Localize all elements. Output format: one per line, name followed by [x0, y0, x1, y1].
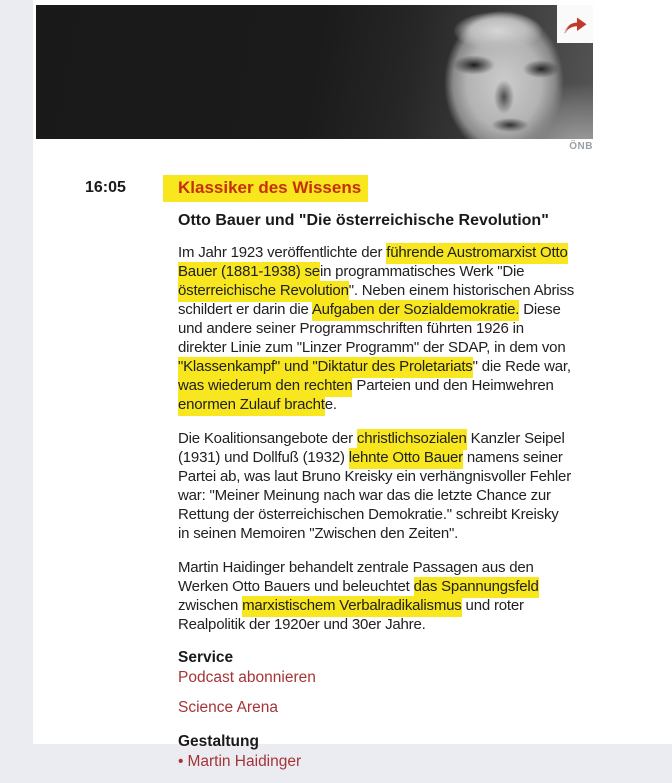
service-heading: Service	[178, 649, 234, 666]
body-text: namens seiner	[462, 449, 563, 466]
program-title-line	[178, 175, 652, 202]
share-arrow-icon	[562, 12, 589, 37]
science-arena-link[interactable]: Science Arena	[178, 699, 278, 716]
body-text: Rettung der österreichischen Demokratie." schreibt Kreisky	[178, 506, 559, 523]
body-text: ". Neben einem historischen Abriss	[348, 282, 575, 299]
highlighted-text: das Spannungsfeld	[414, 577, 539, 598]
body-text: und andere seiner Programmschriften führten 1926 in	[178, 320, 524, 337]
episode-description	[178, 243, 652, 634]
highlighted-text: was wiederum den rechten	[178, 376, 352, 397]
highlighted-text: Aufgaben der Sozialdemokratie.	[312, 300, 519, 321]
highlighted-text: führende Austromarxist Otto	[386, 243, 567, 264]
description-paragraph	[178, 429, 652, 543]
highlighted-text: christlichsozialen	[357, 429, 467, 450]
broadcast-time: 16:05	[85, 179, 126, 196]
gestaltung-link-row	[178, 753, 652, 771]
body-text: e.	[324, 396, 337, 413]
body-text: Kanzler Seipel	[466, 430, 565, 447]
body-text: in programmatisches Werk "Die	[319, 263, 525, 280]
body-text: " die Rede war,	[472, 358, 571, 375]
body-text: war: "Meiner Meinung nach war das die letzte Chance zur	[178, 487, 551, 504]
body-text: direkter Linie zum "Linzer Programm" der SDAP, in dem von	[178, 339, 566, 356]
description-paragraph	[178, 558, 652, 634]
body-text: Parteien und den Heimwehren	[352, 377, 554, 394]
body-text: Partei ab, was laut Bruno Kreisky ein verhängnisvoller Fehler	[178, 468, 571, 485]
body-text: schildert er darin die	[178, 301, 312, 318]
gestaltung-heading: Gestaltung	[178, 733, 259, 750]
content-area	[33, 0, 672, 770]
highlighted-text: lehnte Otto Bauer	[349, 448, 463, 469]
martin-haidinger-link[interactable]: Martin Haidinger	[187, 753, 302, 770]
episode-subtitle: Otto Bauer und "Die österreichische Revolution"	[178, 212, 549, 229]
bullet-icon: •	[178, 753, 184, 770]
body-text: und roter	[461, 597, 524, 614]
highlighted-text: "Klassenkampf" und "Diktatur des Proletariats	[178, 357, 473, 378]
highlighted-text: marxistischem Verbalradikalismus	[242, 596, 462, 617]
highlighted-text: österreichische Revolution	[178, 281, 349, 302]
broadcast-entry	[33, 175, 672, 783]
description-paragraph	[178, 243, 652, 414]
body-text: Im Jahr 1923 veröffentlichte der	[178, 244, 387, 261]
podcast-subscribe-link[interactable]: Podcast abonnieren	[178, 669, 316, 686]
highlighted-text: enormen Zulauf bracht	[178, 395, 325, 416]
highlighted-text: Bauer (1881-1938) se	[178, 262, 320, 283]
body-text: zwischen	[178, 597, 243, 614]
photo-credit: ÖNB	[569, 141, 593, 152]
body-text: Werken Otto Bauers und beleuchtet	[178, 578, 414, 595]
body-text: Martin Haidinger behandelt zentrale Passagen aus den	[178, 559, 534, 576]
body-text: Realpolitik der 1920er und 30er Jahre.	[178, 616, 426, 633]
body-text: (1931) und Dollfuß (1932)	[178, 449, 349, 466]
body-text: in seinen Memoiren "Zwischen den Zeiten".	[178, 525, 459, 542]
program-title-link[interactable]: Klassiker des Wissens	[163, 175, 368, 202]
share-button[interactable]	[557, 5, 593, 43]
service-link-row	[178, 699, 652, 717]
otto-bauer-photo	[36, 5, 593, 139]
body-text: Diese	[519, 301, 561, 318]
service-link-row	[178, 669, 652, 687]
broadcast-text-column	[178, 175, 672, 783]
body-text: Die Koalitionsangebote der	[178, 430, 357, 447]
